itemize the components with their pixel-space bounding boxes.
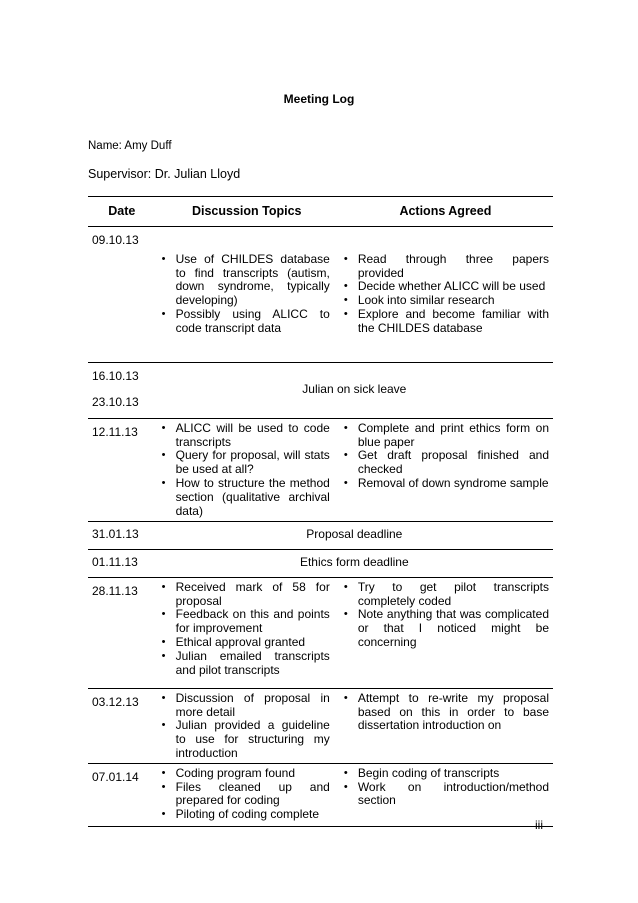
list-item: • Decide whether ALICC will be used bbox=[338, 280, 549, 294]
list-item: • Received mark of 58 for proposal bbox=[156, 581, 330, 609]
date-cell: 28.11.13 bbox=[88, 577, 156, 688]
list-item: • Julian emailed transcripts and pilot transcripts bbox=[156, 650, 330, 678]
list-item: • Work on introduction/method section bbox=[338, 781, 549, 809]
date-cell bbox=[88, 362, 156, 418]
list-item: • Begin coding of transcripts bbox=[338, 767, 549, 781]
table-row bbox=[88, 688, 553, 763]
table-row bbox=[88, 577, 553, 688]
table-row bbox=[88, 362, 553, 418]
list-item: • Try to get pilot transcripts completely coded bbox=[338, 581, 549, 609]
list-item: • How to structure the method section (qualitative archival data) bbox=[156, 477, 330, 518]
list-item: • Query for proposal, will stats be used at all? bbox=[156, 449, 330, 477]
date-cell: 09.10.13 bbox=[88, 226, 156, 362]
table-row bbox=[88, 226, 553, 362]
header-actions-agreed: Actions Agreed bbox=[338, 197, 553, 227]
list-item: • Attempt to re-write my proposal based on this in order to base dissertation introduction on bbox=[338, 692, 549, 733]
actions-cell bbox=[338, 577, 553, 688]
list-item: • Coding program found bbox=[156, 767, 330, 781]
date-cell: 07.01.14 bbox=[88, 763, 156, 826]
actions-cell bbox=[338, 688, 553, 763]
topics-cell bbox=[156, 226, 338, 362]
topics-cell bbox=[156, 763, 338, 826]
list-item: • Ethical approval granted bbox=[156, 636, 330, 650]
meeting-log-table bbox=[88, 196, 553, 827]
list-item: • Possibly using ALICC to code transcript data bbox=[156, 308, 330, 336]
list-item: • Files cleaned up and prepared for coding bbox=[156, 781, 330, 809]
table-row bbox=[88, 418, 553, 521]
topics-cell bbox=[156, 577, 338, 688]
table-header-row bbox=[88, 197, 553, 227]
date-cell: 12.11.13 bbox=[88, 418, 156, 521]
deadline-note: Ethics form deadline bbox=[156, 549, 553, 577]
actions-cell bbox=[338, 763, 553, 826]
list-item: • Explore and become familiar with the CHILDES database bbox=[338, 308, 549, 336]
actions-cell bbox=[338, 418, 553, 521]
table-row bbox=[88, 763, 553, 826]
date-cell: 03.12.13 bbox=[88, 688, 156, 763]
date-text: 23.10.13 bbox=[92, 394, 139, 409]
list-item: • Read through three papers provided bbox=[338, 253, 549, 281]
topics-cell bbox=[156, 688, 338, 763]
actions-cell bbox=[338, 226, 553, 362]
date-cell: 31.01.13 bbox=[88, 521, 156, 549]
table-row bbox=[88, 521, 553, 549]
date-text: 16.10.13 bbox=[92, 368, 139, 383]
list-item: • Use of CHILDES database to find transcripts (autism, down syndrome, typically developing) bbox=[156, 253, 330, 308]
list-item: • Get draft proposal finished and checked bbox=[338, 449, 549, 477]
table-row bbox=[88, 549, 553, 577]
list-item: • Piloting of coding complete bbox=[156, 808, 330, 822]
sick-leave-note: Julian on sick leave bbox=[156, 362, 553, 418]
header-discussion-topics: Discussion Topics bbox=[156, 197, 338, 227]
supervisor-line: Supervisor: Dr. Julian Lloyd bbox=[88, 167, 241, 181]
list-item: • Note anything that was complicated or that I noticed might be concerning bbox=[338, 608, 549, 649]
deadline-note: Proposal deadline bbox=[156, 521, 553, 549]
list-item: • Look into similar research bbox=[338, 294, 549, 308]
list-item: • Removal of down syndrome sample bbox=[338, 477, 549, 491]
date-cell: 01.11.13 bbox=[88, 549, 156, 577]
list-item: • Feedback on this and points for improvement bbox=[156, 608, 330, 636]
page-number: iii bbox=[535, 818, 543, 832]
list-item: • ALICC will be used to code transcripts bbox=[156, 422, 330, 450]
list-item: • Julian provided a guideline to use for structuring my introduction bbox=[156, 719, 330, 760]
list-item: • Complete and print ethics form on blue paper bbox=[338, 422, 549, 450]
header-date: Date bbox=[88, 197, 156, 227]
page-title: Meeting Log bbox=[283, 92, 355, 106]
name-line: Name: Amy Duff bbox=[88, 140, 172, 152]
topics-cell bbox=[156, 418, 338, 521]
list-item: • Discussion of proposal in more detail bbox=[156, 692, 330, 720]
